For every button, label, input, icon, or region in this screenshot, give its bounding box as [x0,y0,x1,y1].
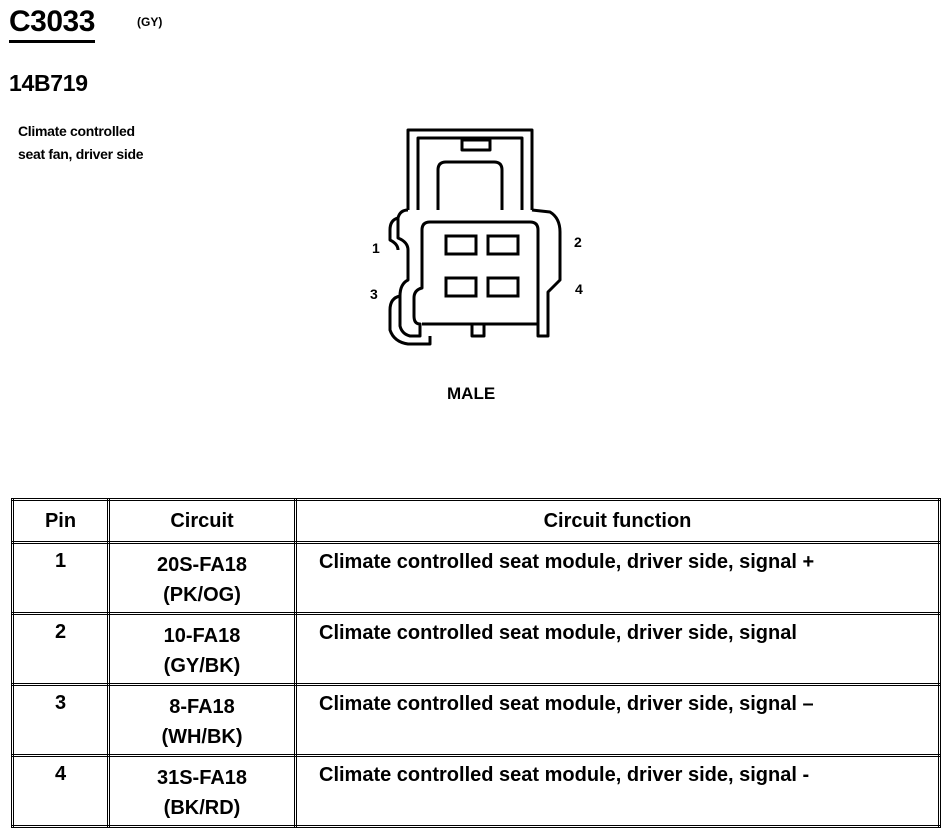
table-row [13,756,940,827]
pin-label-3: 3 [370,286,378,302]
table-header-row [13,500,940,543]
wire-color: (GY/BK) [163,655,241,677]
circuit-id: 20S-FA18 [156,554,248,576]
latch-tab [462,140,490,150]
header-circuit: Circuit [109,500,296,543]
header-function: Circuit function [296,500,940,543]
bottom-key [472,324,484,336]
circuit-function [296,685,940,756]
connector-id: C3033 [9,4,95,43]
header-pin: Pin [13,500,109,543]
circuit-id: 31S-FA18 [156,767,248,789]
pin-number: 1 [13,543,109,614]
connector-color: (GY) [137,15,163,29]
circuit-cell [109,756,296,827]
pinout-table [11,498,941,828]
latch-housing-outer [408,130,532,210]
pin-label-1: 1 [372,240,380,256]
table-row [13,543,940,614]
table-row [13,614,940,685]
pin-number: 3 [13,685,109,756]
part-number: 14B719 [9,70,88,96]
pin-label-2: 2 [574,234,582,250]
pin-cavity-3 [446,278,476,296]
wire-color: (BK/RD) [163,797,241,819]
function-text: Climate controlled seat module, driver side, signal [319,622,797,644]
pin-cavity-4 [488,278,518,296]
pin-number: 2 [13,614,109,685]
circuit-function [296,543,940,614]
circuit-function [296,614,940,685]
table-row [13,685,940,756]
circuit-id: 10-FA18 [163,625,241,647]
connector-gender: MALE [447,384,496,403]
function-text: Climate controlled seat module, driver side, signal – [319,693,814,715]
circuit-cell [109,685,296,756]
wire-color: (PK/OG) [163,584,241,606]
function-text: Climate controlled seat module, driver side, signal + [319,551,815,573]
pin-label-4: 4 [575,281,583,297]
pin-cavity-2 [488,236,518,254]
connector-face-diagram [360,120,600,360]
connector-location [18,120,143,166]
location-line-1: Climate controlled [18,123,135,139]
latch-arm [438,162,502,210]
circuit-function [296,756,940,827]
wire-color: (WH/BK) [161,726,243,748]
function-text: Climate controlled seat module, driver side, signal - [319,764,810,786]
location-line-2: seat fan, driver side [18,146,144,162]
connector-body [398,210,560,336]
pin-number: 4 [13,756,109,827]
pin-cavity-1 [446,236,476,254]
circuit-id: 8-FA18 [169,696,235,718]
circuit-cell [109,543,296,614]
circuit-cell [109,614,296,685]
